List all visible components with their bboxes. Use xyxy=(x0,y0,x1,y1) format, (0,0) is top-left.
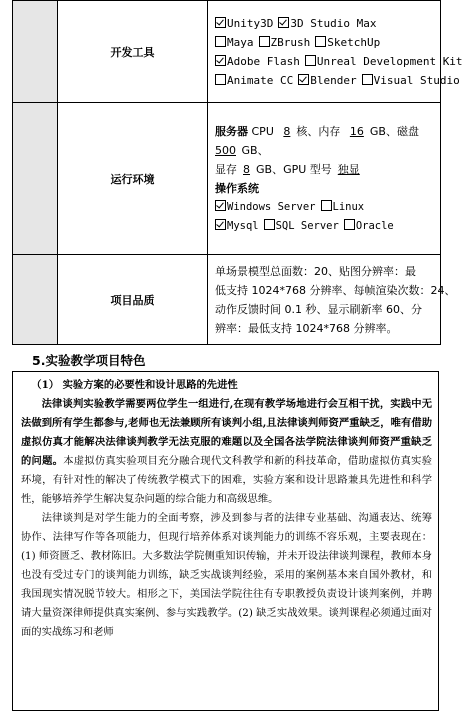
features-paragraph-2: 法律谈判是对学生能力的全面考察，涉及到参与者的法律专业基础、沟通表达、统筹协作、法律写作等各项能力，但现行培养体系对谈判能力的训练不容乐观，主要表现在：(1) 师资匮乏、教材陈旧。大多数法学院侧重知识传输，并未开设法律谈判课程，教师本身也没有受过专门的谈判能力训练，缺乏实战谈判经验，采用的案例基本来自国外教材，和我国现实情况脱节较大。相形之下，美国法学院往往有专职教授负责设计谈判案例，并聘请大量资深律师提供真实案例、参与实践教学。(2) 缺乏实战效果。谈判课程必须通过面对面的实战练习和老师 xyxy=(21,512,432,638)
checkbox-checked-icon[interactable] xyxy=(215,55,226,66)
tool-line xyxy=(215,33,436,52)
checkbox-checked-icon[interactable] xyxy=(298,74,309,85)
os-label: 操作系统 xyxy=(215,181,259,195)
quality-line: 低支持 1024*768 分辨率、每帧渲染次数：24、 xyxy=(215,283,456,297)
checkbox-icon[interactable] xyxy=(264,219,275,230)
spec-table xyxy=(12,0,463,345)
checkbox-checked-icon[interactable] xyxy=(278,17,289,28)
tool-option: 3D Studio Max xyxy=(290,16,377,30)
memory-value: 16 xyxy=(349,124,364,138)
tool-option: Adobe Flash xyxy=(227,54,300,68)
quality-line: 动作反馈时间 0.1 秒、显示刷新率 60、分 xyxy=(215,302,422,316)
cpu-value: 8 xyxy=(283,124,291,138)
gpu-line xyxy=(215,160,436,179)
tool-option: Animate CC xyxy=(227,73,294,87)
project-quality-details xyxy=(208,255,456,345)
os-option: Linux xyxy=(332,200,365,213)
disk-line xyxy=(215,141,436,160)
row-shade-cell xyxy=(13,103,58,255)
gpu-prefix: GB、GPU 型号 xyxy=(256,162,332,176)
db-options xyxy=(215,217,436,236)
checkbox-icon[interactable] xyxy=(259,36,270,47)
checkbox-icon[interactable] xyxy=(215,36,226,47)
runtime-env-details xyxy=(208,103,441,255)
tool-option: ZBrush xyxy=(270,35,311,49)
gpu-value: 独显 xyxy=(337,162,360,176)
os-option: Windows Server xyxy=(227,200,316,213)
tool-option: Unity3D xyxy=(227,16,274,30)
table-row xyxy=(13,1,441,103)
server-spec-line xyxy=(215,122,436,141)
checkbox-icon[interactable] xyxy=(321,200,332,211)
features-text-box xyxy=(12,371,439,711)
features-paragraph-1 xyxy=(21,395,432,509)
checkbox-icon[interactable] xyxy=(305,55,316,66)
tool-option: Maya xyxy=(227,35,254,49)
tool-option: Blender xyxy=(310,73,357,87)
quality-line: 辨率：最低支持 1024*768 分辨率。 xyxy=(215,321,398,335)
checkbox-checked-icon[interactable] xyxy=(215,219,226,230)
section-title: 5.实验教学项目特色 xyxy=(32,353,146,368)
runtime-env-label: 运行环境 xyxy=(58,103,208,255)
project-quality-label: 项目品质 xyxy=(58,255,208,345)
row-shade-cell xyxy=(13,1,58,103)
dev-tools-options xyxy=(208,1,463,103)
db-option: SQL Server xyxy=(275,219,339,232)
quality-line: 单场景模型总面数：20、贴图分辨率：最 xyxy=(215,264,416,278)
tool-option: SketchUp xyxy=(327,35,381,49)
cpu-prefix: CPU xyxy=(251,124,274,138)
body-text: 本虚拟仿真实验项目充分融合现代文科教学和新的科技革命，借助虚拟仿真实验环境，有针对性的解决了传统教学模式下的困难，实验方案和设计思路兼具先进性和科学性，能够培养学生解决复杂问题的综合能力和高级思维。 xyxy=(21,455,433,505)
checkbox-icon[interactable] xyxy=(362,74,373,85)
tool-line xyxy=(215,71,460,90)
memory-suffix: GB、磁盘 xyxy=(369,124,419,138)
dev-tools-label: 开发工具 xyxy=(58,1,208,103)
server-label: 服务器 xyxy=(215,124,248,138)
vram-value: 8 xyxy=(243,162,250,176)
tool-line xyxy=(215,14,436,33)
checkbox-icon[interactable] xyxy=(344,219,355,230)
tool-option: Visual Studio xyxy=(373,73,460,87)
tool-option: Unreal Development Kit xyxy=(316,54,463,68)
cpu-suffix: 核、内存 xyxy=(296,124,341,138)
vram-prefix: 显存 xyxy=(215,162,237,176)
emphasis-text: 法律谈判实验教学需要两位学生一组进行,在现有教学场地进行会互相干扰，实践中无法做到所有学生都参与,老师也无法兼顾所有谈判小组,且法律谈判师资严重缺乏，唯有借助虚拟仿真才能解决法律谈判教学无法克服的难题以及全国各法学院法律谈判师资严重缺乏的问题。 xyxy=(21,398,432,467)
table-row xyxy=(13,103,441,255)
disk-value: 500 xyxy=(215,143,236,157)
row-shade-cell xyxy=(13,255,58,345)
table-row xyxy=(13,255,441,345)
disk-suffix: GB、 xyxy=(241,143,269,157)
features-subtitle: （1） 实验方案的必要性和设计思路的先进性 xyxy=(31,379,238,391)
db-option: Oracle xyxy=(355,219,394,232)
os-options xyxy=(215,198,436,217)
checkbox-checked-icon[interactable] xyxy=(215,200,226,211)
tool-line xyxy=(215,52,463,71)
checkbox-checked-icon[interactable] xyxy=(215,17,226,28)
checkbox-icon[interactable] xyxy=(315,36,326,47)
checkbox-icon[interactable] xyxy=(215,74,226,85)
db-option: Mysql xyxy=(227,219,259,232)
